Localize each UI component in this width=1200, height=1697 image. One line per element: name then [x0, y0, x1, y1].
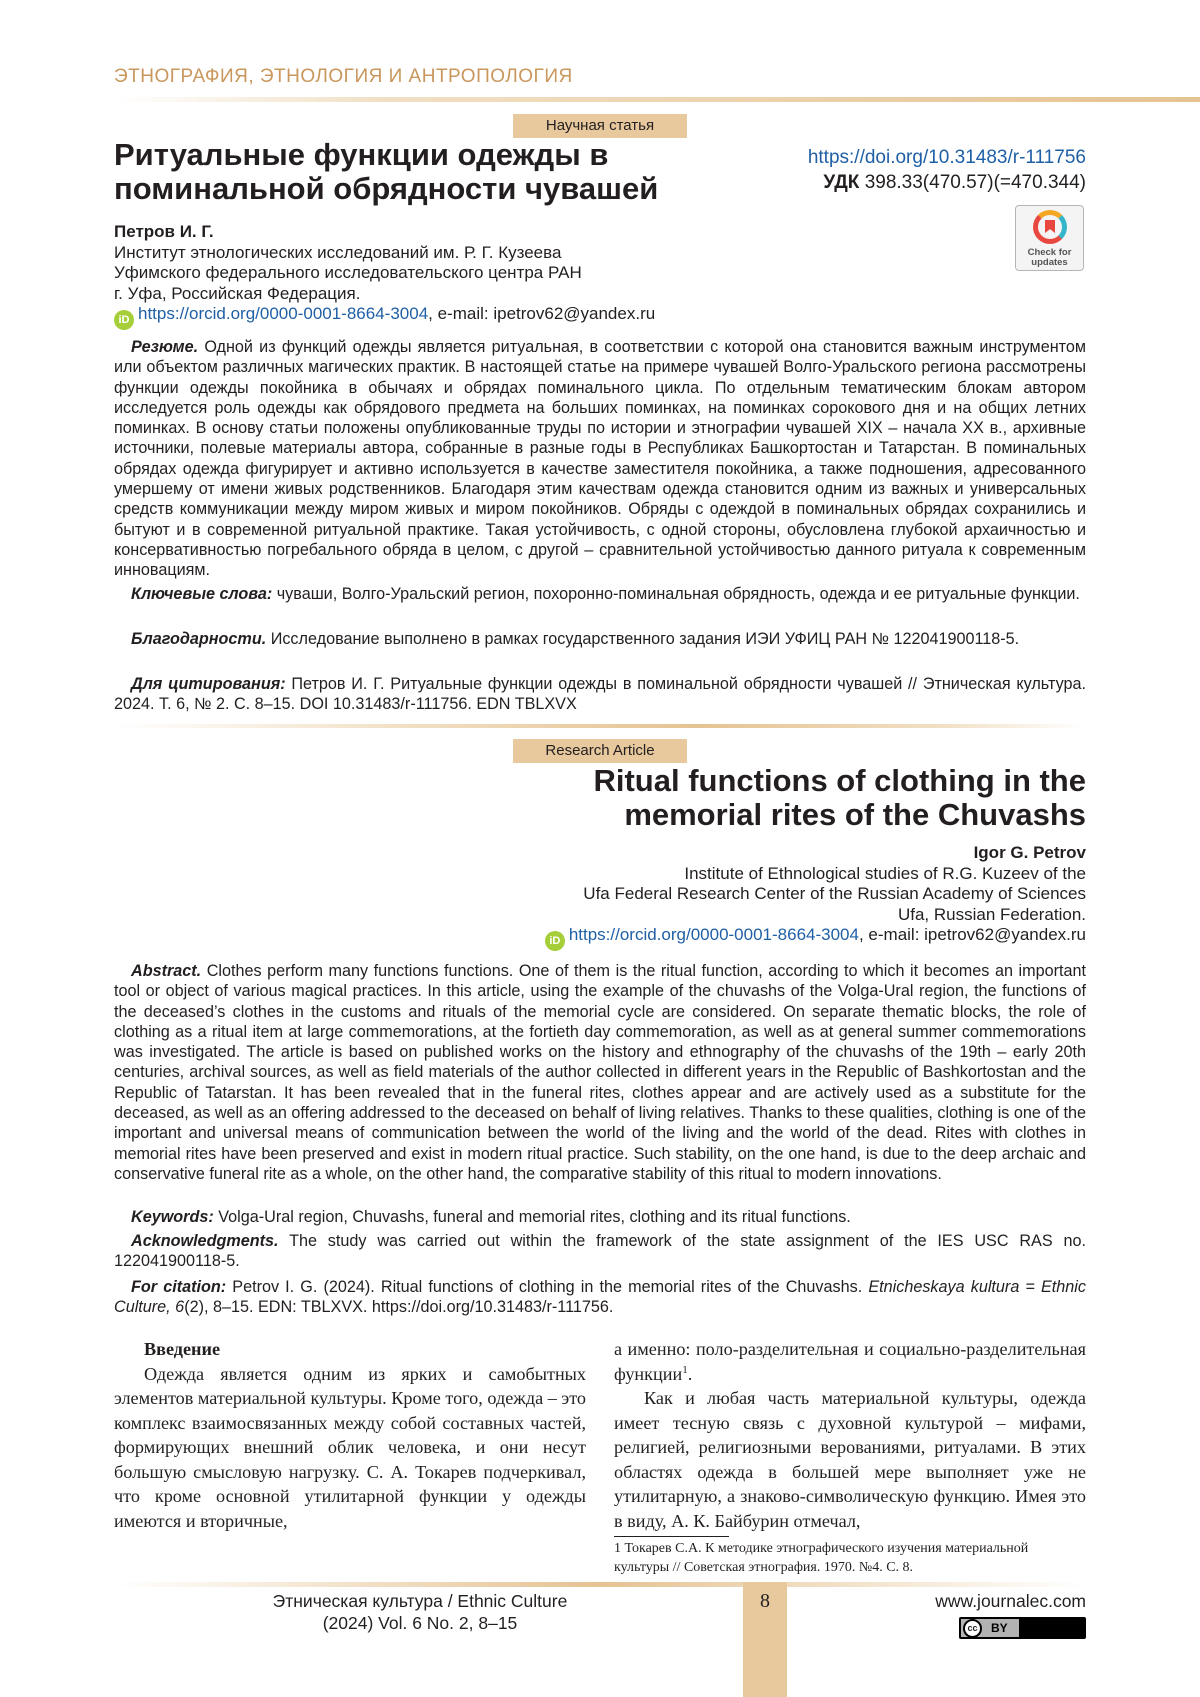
citation-text-en: Petrov I. G. (2024). Ritual functions of clothing in the memorial rites of the Chuvashs.	[232, 1278, 863, 1296]
body-column-right	[614, 1337, 1086, 1533]
orcid-icon: iD	[545, 931, 565, 951]
title-en-line2: memorial rites of the Chuvashs	[624, 797, 1086, 832]
body-paragraph-continued	[614, 1337, 1086, 1386]
title-ru-line1: Ритуальные функции одежды в	[114, 137, 609, 172]
thanks-text-ru: Исследование выполнено в рамках государственного задания ИЭИ УФИЦ РАН № 122041900118-5.	[270, 630, 1020, 648]
check-for-updates-button[interactable]	[1015, 205, 1084, 271]
body-paragraph: Одежда является одним из ярких и самобытных элементов материальной культуры. Кроме того, одежда – это комплекс взаимосвязанных между собой составных частей, формирующих внешний облик человека, и они несут большую смысловую нагрузку. С. А. Токарев подчеркивал, что кроме основной утилитарной функции у одежды имеются и вторичные,	[114, 1363, 586, 1531]
citation-text-ru: Петров И. Г. Ритуальные функции одежды в поминальной обрядности чувашей // Этническая культура. 2024. Т. 6, № 2. С. 8–15. DOI 10.31483/r-111756. EDN TBLXVX	[114, 675, 1086, 714]
journal-section-title: ЭТНОГРАФИЯ, ЭТНОЛОГИЯ И АНТРОПОЛОГИЯ	[114, 66, 573, 87]
author-name-en: Igor G. Petrov	[973, 843, 1086, 862]
body-paragraph: Как и любая часть материальной культуры, одежда имеет тесную связь с духовной культурой – мифами, религией, религиозными верованиями, ритуалами. В этих областях одежда в большей мере выполняет уже не утилитарную, а знаково-символическую функцию. Имея это в виду, А. К. Байбурин отмечал,	[614, 1388, 1086, 1531]
section-heading: Введение	[144, 1339, 221, 1359]
doi-udk-block	[808, 145, 1086, 195]
orcid-link-ru[interactable]: https://orcid.org/0000-0001-8664-3004	[138, 304, 429, 323]
thanks-ru	[114, 629, 1086, 649]
thanks-en	[114, 1231, 1086, 1272]
thanks-text-en: The study was carried out within the framework of the state assignment of the IES USC RAS no. 122041900118-5.	[114, 1232, 1086, 1271]
affiliation-en-line3: Ufa, Russian Federation.	[897, 904, 1086, 924]
page-number: 8	[760, 1590, 770, 1612]
keywords-text-ru: чуваши, Волго-Уральский регион, похоронно-поминальная обрядность, одежда и ее ритуальные функции.	[276, 585, 1080, 603]
affiliation-en-line2: Ufa Federal Research Center of the Russian Academy of Sciences	[583, 884, 1086, 903]
footer-divider	[114, 1582, 1086, 1587]
creative-commons-icon: cc	[963, 1619, 982, 1638]
citation-label-en: For citation:	[131, 1278, 227, 1296]
keywords-label-ru: Ключевые слова:	[131, 585, 273, 603]
abstract-text-ru: Одной из функций одежды является ритуальная, в соответствии с которой она становится важным инструментом или объектом различных магических практик. В настоящей статье на примере чувашей Волго-Уральского региона рассмотрены функции одежды покойника в обычаях и обрядах поминального цикла. По отдельным тематическим блокам автором исследуется роль одежды как обрядового предмета на больших поминках, на поминках сорокового дня и на общих летних поминках. В основу статьи положены опубликованные труды по истории и этнографии чувашей XIX – начала XX в., архивные источники, полевые материалы автора, собранные в разные годы в Республиках Башкортостан и Татарстан. В поминальных обрядах одежда фигурирует и активно используется в качестве заместителя покойника, а также подношения, адресованного умершему от имени живых родственников. Благодаря этим качествам одежда становится одним из важных и универсальных средств коммуникации между миром живых и миром покойников. Обряды с одеждой в поминальных обрядах сохранились и бытуют и в современной ритуальной практике. Такая устойчивость, с одной стороны, обусловлена глубокой архаичностью и консервативностью погребального обряда в целом, с другой – сравнительной устойчивостью данного ритуала к современным инновациям.	[114, 338, 1086, 580]
footnote: 1 Токарев С.А. К методике этнографического изучения материальной культуры // Советская этнография. 1970. №4. С. 8.	[614, 1541, 1029, 1575]
doi-link[interactable]: https://doi.org/10.31483/r-111756	[807, 147, 1086, 168]
journal-website[interactable]: www.journalec.com	[935, 1591, 1086, 1611]
journal-name: Этническая культура / Ethnic Culture	[272, 1591, 568, 1611]
cc-by-license-badge[interactable]	[959, 1617, 1086, 1639]
journal-issue: (2024) Vol. 6 No. 2, 8–15	[322, 1613, 518, 1633]
citation-journal-en: Etnicheskaya kultura = Ethnic Culture, 6	[114, 1278, 1086, 1317]
citation-en	[114, 1277, 1086, 1318]
abstract-label-ru: Резюме.	[131, 338, 199, 356]
article-type-tag-ru: Научная статья	[513, 114, 687, 138]
article-type-tag-en: Research Article	[513, 739, 687, 763]
orcid-icon: iD	[114, 310, 134, 330]
keywords-text-en: Volga-Ural region, Chuvashs, funeral and memorial rites, clothing and its ritual functions.	[218, 1208, 851, 1226]
abstract-text-en: Clothes perform many functions functions. One of them is the ritual function, according to which it becomes an important tool or object of various magical practices. In this article, using the example of the chuvashs of the Volga-Ural region, the functions of the deceased’s clothes in the customs and rituals of the memorial cycle are considered. On separate thematic blocks, the role of clothing as a ritual item at large commemorations, at the fortieth day commemoration, as well as at general summer commemorations was investigated. The article is based on published works on the history and ethnography of the chuvashs of the 19th – early 20th centuries, archival sources, as well as field materials of the author collected in different years in the Republic of Bashkortostan and the Republic of Tatarstan. It has been revealed that in the funeral rites, clothes appear and are actively used as a substitute for the deceased, as well as an offering addressed to the deceased on behalf of living relatives. Thanks to these qualities, clothing is one of the important and universal means of communication between the world of the living and the world of the dead. Rites with clothes in memorial rites have been preserved and exist in modern ritual practice. Such stability, on the one hand, is due to the deep archaic and conservative funeral rite as a whole, on the other hand, the comparative stability of this ritual to modern innovations.	[114, 962, 1086, 1183]
affiliation-ru-line3: г. Уфа, Российская Федерация.	[114, 283, 361, 303]
abstract-label-en: Abstract.	[131, 962, 202, 980]
cc-by-label: BY	[991, 1621, 1008, 1635]
footnote-ref[interactable]: 1	[682, 1363, 688, 1376]
author-block-en	[545, 843, 1086, 951]
article-title-en	[386, 764, 1086, 832]
udk-value: 398.33(470.57)(=470.344)	[864, 172, 1086, 193]
abstract-en	[114, 961, 1086, 1184]
journal-info	[250, 1590, 590, 1634]
citation-ru	[114, 674, 1086, 715]
thanks-label-en: Acknowledgments.	[131, 1232, 279, 1250]
email-en: , e-mail: ipetrov62@yandex.ru	[858, 925, 1086, 944]
top-divider	[114, 97, 1200, 102]
title-en-line1: Ritual functions of clothing in the	[593, 763, 1086, 798]
keywords-ru	[114, 584, 1086, 604]
section-divider	[114, 724, 1086, 728]
author-name-ru: Петров И. Г.	[114, 222, 214, 241]
affiliation-ru-line2: Уфимского федерального исследовательского центра РАН	[114, 263, 582, 282]
keywords-en	[114, 1207, 1086, 1227]
title-ru-line2: поминальной обрядности чувашей	[114, 171, 659, 206]
email-ru: , e-mail: ipetrov62@yandex.ru	[428, 304, 656, 323]
citation-label-ru: Для цитирования:	[131, 675, 286, 693]
citation-tail-en: (2), 8–15. EDN: TBLXVX. https://doi.org/10.31483/r-111756.	[184, 1298, 614, 1317]
thanks-label-ru: Благодарности.	[131, 630, 267, 648]
abstract-ru	[114, 337, 1086, 581]
footnote-divider	[614, 1536, 729, 1537]
affiliation-en-line1: Institute of Ethnological studies of R.G. Kuzeev of the	[684, 863, 1086, 883]
affiliation-ru-line1: Институт этнологических исследований им. Р. Г. Кузеева	[114, 242, 562, 262]
body-text: а именно: поло-разделительная и социально-разделительная функции	[614, 1339, 1086, 1384]
keywords-label-en: Keywords:	[131, 1208, 214, 1226]
body-text-end: .	[687, 1363, 693, 1384]
orcid-link-en[interactable]: https://orcid.org/0000-0001-8664-3004	[568, 925, 859, 944]
udk-label: УДК	[823, 172, 860, 193]
body-column-left	[114, 1337, 586, 1533]
check-for-updates-label: Check for updates	[1027, 247, 1072, 268]
article-title-ru	[114, 138, 714, 206]
author-block-ru	[114, 222, 655, 330]
